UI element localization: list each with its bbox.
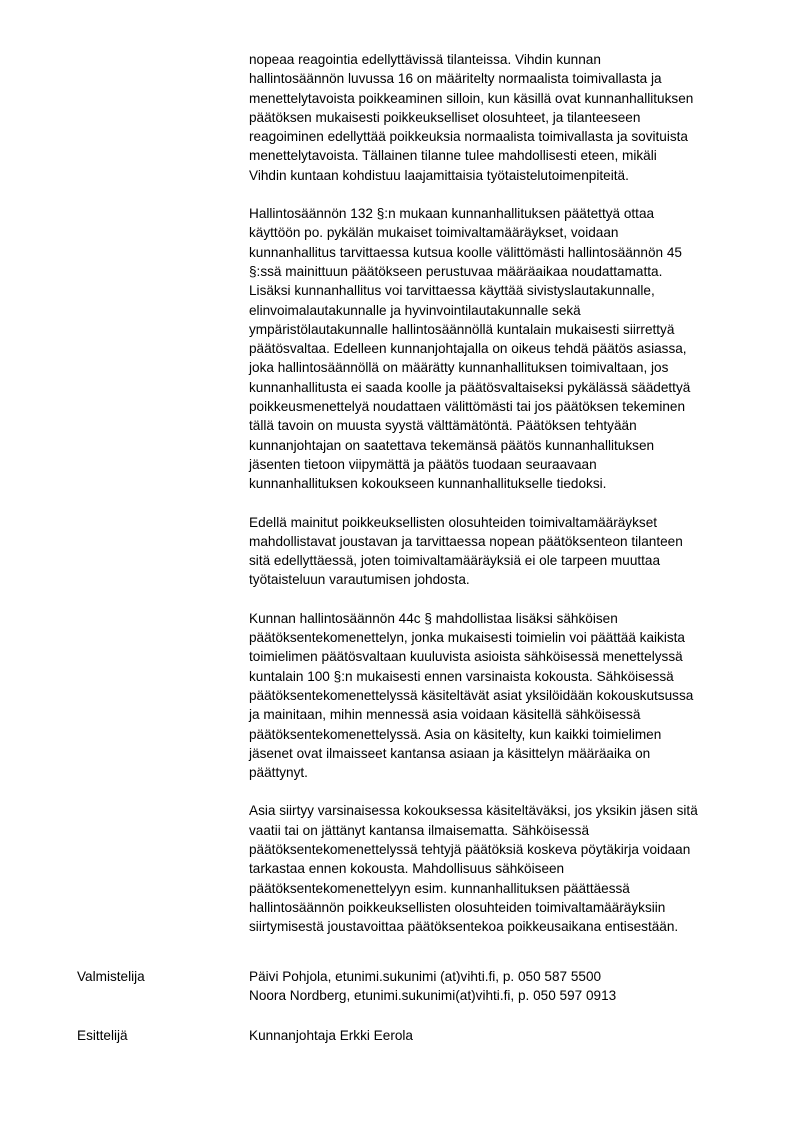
text-line: päätöksen mukaisesti poikkeukselliset olosuhteet, ja tilanteeseen xyxy=(249,109,641,125)
preparer-line: Päivi Pohjola, etunimi.sukunimi (at)vihti.fi, p. 050 587 5500 xyxy=(249,969,602,984)
preparer-label: Valmistelija xyxy=(77,969,145,984)
text-line: kunnanhallituksen kokoukseen kunnanhallitukselle tiedoksi. xyxy=(249,476,607,492)
paragraph-intro xyxy=(249,50,749,185)
preparer-line: Noora Nordberg, etunimi.sukunimi(at)vihti.fi, p. 050 597 0913 xyxy=(249,988,617,1004)
text-line: nopeaa reagointia edellyttävissä tilanteissa. Vihdin kunnan xyxy=(249,52,601,67)
text-line: ja mainitaan, mihin mennessä asia voidaan käsitellä sähköisessä xyxy=(249,707,641,723)
text-line: joka hallintosäännöllä on määrätty kunnanhallituksen toimivaltaan, jos xyxy=(249,360,669,376)
text-line: jäsenet ovat ilmaisseet kantansa asiaan ja käsittelyn määräaika on xyxy=(249,745,651,761)
text-line: Edellä mainitut poikkeuksellisten olosuhteiden toimivaltamääräykset xyxy=(249,514,658,530)
text-line: käyttöön po. pykälän mukaiset toimivaltamääräykset, voidaan xyxy=(249,225,619,241)
text-line: mahdollistavat joustavan ja tarvittaessa nopean päätöksenteon tilanteen xyxy=(249,533,683,549)
text-line: kuntalain 100 §:n mukaisesti ennen varsinaista kokousta. Sähköisessä xyxy=(249,668,674,684)
text-line: elinvoimalautakunnalle ja hyvinvointilautakunnalle sekä xyxy=(249,302,581,318)
paragraph-44c xyxy=(249,609,749,783)
text-line: Vihdin kuntaan kohdistuu laajamittaisia työtaistelutoimenpiteitä. xyxy=(249,167,629,183)
text-line: vaatii tai on jättänyt kantansa ilmaisematta. Sähköisessä xyxy=(249,822,590,838)
text-line: poikkeusmenettelyä noudattaen välittömästi tai jos päätöksen tekeminen xyxy=(249,399,686,415)
text-line: tällä tavoin on muusta syystä välttämätöntä. Päätöksen tehtyään xyxy=(249,418,637,434)
text-line: siirtymisestä joustavoittaa päätöksentekoa poikkeusaikana entisestään. xyxy=(249,919,679,935)
text-line: menettelytavoista. Tällainen tilanne tulee mahdollisesti eteen, mikäli xyxy=(249,148,657,164)
text-line: toimielimen päätösvaltaan kuuluvista asioista sähköisessä menettelyssä xyxy=(249,649,683,665)
paragraph-kokous xyxy=(249,801,749,936)
presenter-line: Kunnanjohtaja Erkki Eerola xyxy=(249,1028,413,1043)
text-line: sitä edellyttäessä, joten toimivaltamääräyksiä ei ole tarpeen muuttaa xyxy=(249,553,661,569)
text-line: Lisäksi kunnanhallitus voi tarvittaessa käyttää sivistyslautakunnalle, xyxy=(249,283,655,299)
text-line: päättynyt. xyxy=(249,765,308,781)
text-line: päätöksentekomenettelyyn esim. kunnanhallituksen päättäessä xyxy=(249,880,630,896)
text-line: päätöksentekomenettelyn, jonka mukaisesti toimielin voi päättää kaikista xyxy=(249,630,685,646)
text-line: hallintosäännön luvussa 16 on määritelty normaalista toimivallasta ja xyxy=(249,71,662,87)
paragraph-132 xyxy=(249,204,749,493)
text-line: kunnanhallitusta ei saada koolle ja päätösvaltaiseksi pykälässä säädettyä xyxy=(249,379,691,395)
presenter-label: Esittelijä xyxy=(77,1028,128,1043)
text-line: Hallintosäännön 132 §:n mukaan kunnanhallituksen päätettyä ottaa xyxy=(249,206,655,222)
text-line: menettelytavoista poikkeaminen silloin, kun käsillä ovat kunnanhallituksen xyxy=(249,90,694,106)
text-line: päätösvaltaa. Edelleen kunnanjohtajalla on oikeus tehdä päätös asiassa, xyxy=(249,341,687,357)
document-body xyxy=(249,50,749,955)
text-line: hallintosäännön poikkeuksellisten olosuhteiden toimivaltamääräyksiin xyxy=(249,899,666,915)
text-line: Asia siirtyy varsinaisessa kokouksessa käsiteltäväksi, jos yksikin jäsen sitä xyxy=(249,803,698,819)
text-line: työtaisteluun varautumisen johdosta. xyxy=(249,572,470,588)
preparer-values xyxy=(249,967,616,1006)
text-line: päätöksentekomenettelyssä tehtyjä päätöksiä koskeva pöytäkirja voidaan xyxy=(249,841,691,857)
text-line: Kunnan hallintosäännön 44c § mahdollistaa lisäksi sähköisen xyxy=(249,610,618,626)
text-line: reagoiminen edellyttää poikkeuksia normaalista toimivallasta ja sovituista xyxy=(249,129,688,145)
text-line: päätöksentekomenettelyssä käsiteltävät asiat yksilöidään kokouskutsussa xyxy=(249,687,694,703)
paragraph-toimivalta xyxy=(249,513,749,590)
text-line: päätöksentekomenettelyssä. Asia on käsitelty, kun kaikki toimielimen xyxy=(249,726,662,742)
presenter-values xyxy=(249,1026,413,1045)
text-line: tarkastaa ennen kokousta. Mahdollisuus sähköiseen xyxy=(249,861,565,877)
text-line: kunnanhallitus tarvittaessa kutsua koolle välittömästi hallintosäännön 45 xyxy=(249,244,682,260)
text-line: jäsenten tietoon viipymättä ja päätös tuodaan seuraavaan xyxy=(249,456,597,472)
text-line: kunnanjohtajan on saatettava tekemänsä päätös kunnanhallituksen xyxy=(249,437,655,453)
text-line: ympäristölautakunnalle hallintosäännöllä kuntalain mukaisesti siirrettyä xyxy=(249,321,675,337)
text-line: §:ssä mainittuun päätökseen perustuvaa määräaikaa noudattamatta. xyxy=(249,263,663,279)
